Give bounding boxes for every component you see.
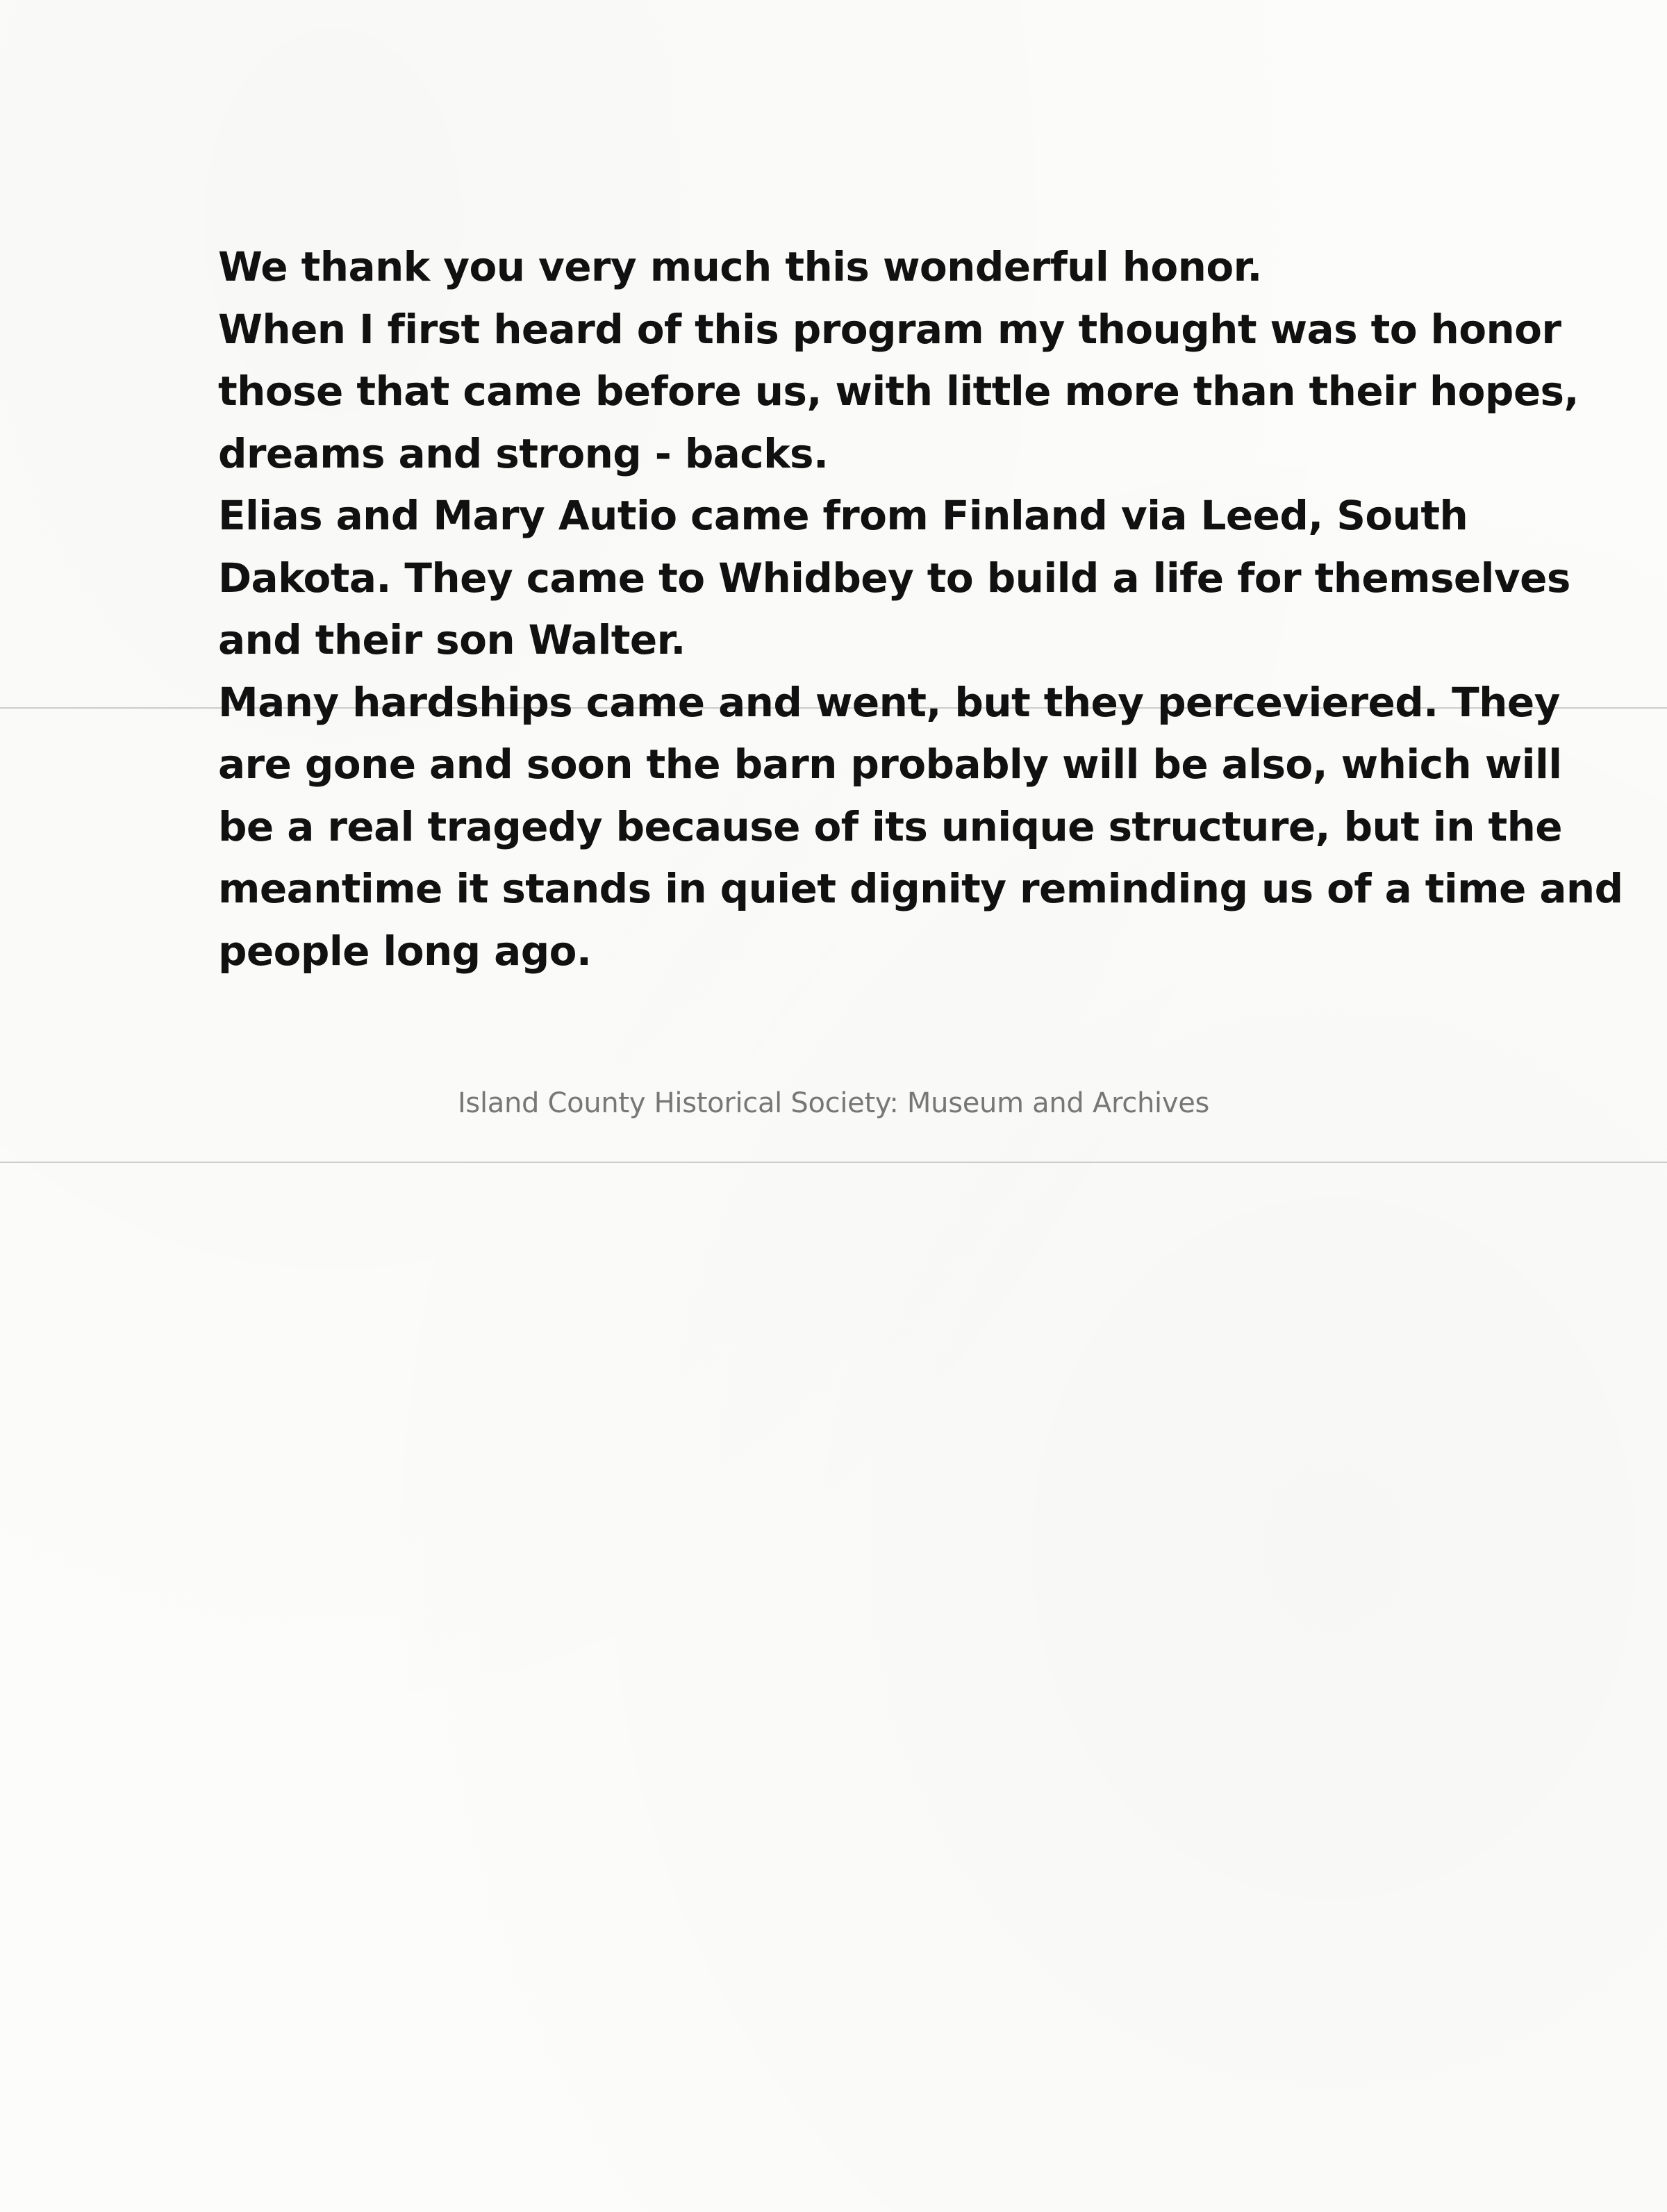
fold-crease-lower (0, 1162, 1667, 1163)
letter-line: be a real tragedy because of its unique structure, but in the (218, 802, 1563, 850)
letter-line: Many hardships came and went, but they perceviered. They (218, 678, 1560, 726)
letter-line: those that came before us, with little more than their hopes, (218, 368, 1579, 415)
letter-line: When I first heard of this program my thought was to honor (218, 305, 1561, 353)
letter-line: meantime it stands in quiet dignity reminding us of a time and (218, 865, 1623, 912)
letter-line: Dakota. They came to Whidbey to build a life for themselves (218, 554, 1570, 602)
letter-line: Elias and Mary Autio came from Finland via Leed, South (218, 492, 1468, 539)
letter-line: and their son Walter. (218, 616, 686, 663)
letter-line: dreams and strong - backs. (218, 429, 829, 477)
letter-line: are gone and soon the barn probably will be also, which will (218, 741, 1562, 788)
letter-body (218, 236, 1623, 982)
letter-line: people long ago. (218, 927, 592, 975)
archive-credit: Island County Historical Society: Museum and Archives (457, 1087, 1210, 1119)
letter-line: We thank you very much this wonderful honor. (218, 243, 1262, 290)
